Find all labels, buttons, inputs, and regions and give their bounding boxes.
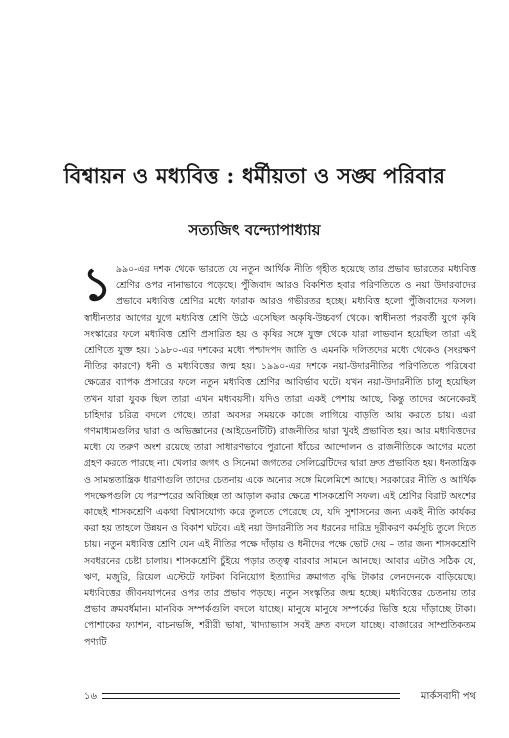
page-number: ১৬ <box>84 691 97 702</box>
journal-name: মার্কসবাদী পথ <box>420 691 476 702</box>
footer-rule <box>102 693 400 699</box>
page-footer <box>84 689 476 703</box>
drop-cap: ১ <box>82 257 112 311</box>
article-author: সত্যজিৎ বন্দ্যোপাধ্যায় <box>188 221 321 239</box>
body-paragraph: ৯৯০-এর দশক থেকে ভারতে যে নতুন আর্থিক নীতি গৃহীত হয়েছে তার প্রভাব ভারতের মধ্যবিত্ত শ্রেণির ওপর নানাভাবে পড়েছে। পুঁজিবাদ আরও বিকশিত হবার পরিণতিতে ও নয়া উদারবাদের প্রভাবে মধ্যবিত্ত শ্রেণির মধ্যে ফারাক আরও গভীরতর হচ্ছে। মধ্যবিত্ত হলো পুঁজিবাদের ফসল। স্বাধীনতার আগের যুগে মধ্যবিত্ত শ্রেণি উঠে এসেছিল অকৃষি-উচ্চবর্গ থেকে। স্বাধীনতা পরবর্তী যুগে কৃষি সংস্কারের ফলে মধ্যবিত্ত শ্রেণি প্রসারিত হয় ও কৃষির সঙ্গে যুক্ত থেকে যারা লাভবান হয়েছিল তারা এই শ্রেণিতে যুক্ত হয়। ১৯৮০-এর দশকের মধ্যে পশ্চাদপদ জাতি ও এমনকি দলিতদের মধ্যে থেকেও (সংরক্ষণ নীতির কারণে) ধনী ও মধ্যবিত্তের জন্ম হয়। ১৯৯০-এর দশকে নয়া-উদারনীতির পরিণতিতে পরিষেবা ক্ষেত্রের ব্যাপক প্রসারের ফলে নতুন মধ্যবিত্ত শ্রেণির আবির্ভাব ঘটে। যখন নয়া-উদারনীতি চালু হয়েছিল তখন যারা যুবক ছিল তারা এখন মধ্যবয়সী। যদিও তারা একই পেশায় আছে, কিন্তু তাদের অনেকেরই চাহিদার চরিত্র বদলে গেছে। তারা অবসর সময়কে কাজে লাগিয়ে বাড়তি আয় করতে চায়। এরা গণমাধ্যমগুলির দ্বারা ও অভিজ্ঞানের (আইডেনটিটি) রাজনীতির দ্বারা খুবই প্রভাবিত হয়। আর মধ্যবিত্তদের মধ্যে যে তরুণ অংশ রয়েছে তারা সাধারণভাবে পুরানো ধাঁচের আন্দোলন ও রাজনীতিকে আগের মতো গ্রহণ করতে পারছে না। খেলার জগৎ ও সিনেমা জগতের সেলিব্রেটিদের দ্বারা দ্রুত প্রভাবিত হয়। ধনতান্ত্রিক ও সামন্ততান্ত্রিক ধারণাগুলি তাদের চেতনায় একে অন্যের সঙ্গে মিলেমিশে আছে। সরকারের নীতি ও আর্থিক পদক্ষেপগুলি যে পরস্পরের অবিচ্ছিন্ন তা আড়াল করার ক্ষেত্রে শাসকশ্রেণি সফল। এই শ্রেণির বিরাট অংশের কাছেই শাসকশ্রেণি একথা বিশ্বাসযোগ্য করে তুলতে পেরেছে যে, যদি সুশাসনের জন্য একই নীতি কার্যকর করা হয় তাহলে উন্নয়ন ও বিকাশ ঘটবে। এই নয়া উদারনীতি সব ধরনের দারিদ্র দূরীকরণ কর্মসূচি তুলে দিতে চায়। নতুন মধ্যবিত্ত শ্রেণি যেন এই নীতির পক্ষে দাঁড়ায় ও ধনীদের পক্ষে ভোট দেয় – তার জন্য শাসকশ্রেণি সবধরনের চেষ্টা চালায়। শাসকশ্রেণি চুঁইয়ে পড়ার তত্ত্ব বারবার সামনে আনছে। আবার এটাও সঠিক যে, ঋণ, মজুরি, রিয়েল এস্টেটে ফাটকা বিনিয়োগ ইত্যাদির ক্রমাগত বৃদ্ধি টাকার লেনদেনকে বাড়িয়েছে। মধ্যবিত্তের জীবনযাপনের ওপর তার প্রভাব পড়ছে। নতুন সংস্কৃতির জন্ম হচ্ছে। মধ্যবিত্তের চেতনায় তার প্রভাব ক্রমবর্ধমান। মানবিক সম্পর্কগুলি বদলে যাচ্ছে। মানুষে মানুষে সম্পর্কের ভিত্তি হয়ে দাঁড়াচ্ছে টাকা। পোশাকের ফ্যাশন, বাচনভঙ্গি, শরীরী ভাষা, খাদ্যাভ্যাস সবই দ্রুত বদলে যাচ্ছে। বাজারের সাম্প্রতিকতম পণ্যটি <box>84 264 476 648</box>
article-body <box>82 257 476 651</box>
article-title: বিশ্বায়ন ও মধ্যবিত্ত : ধর্মীয়তা ও সঙ্ঘ পরিবার <box>63 163 446 188</box>
